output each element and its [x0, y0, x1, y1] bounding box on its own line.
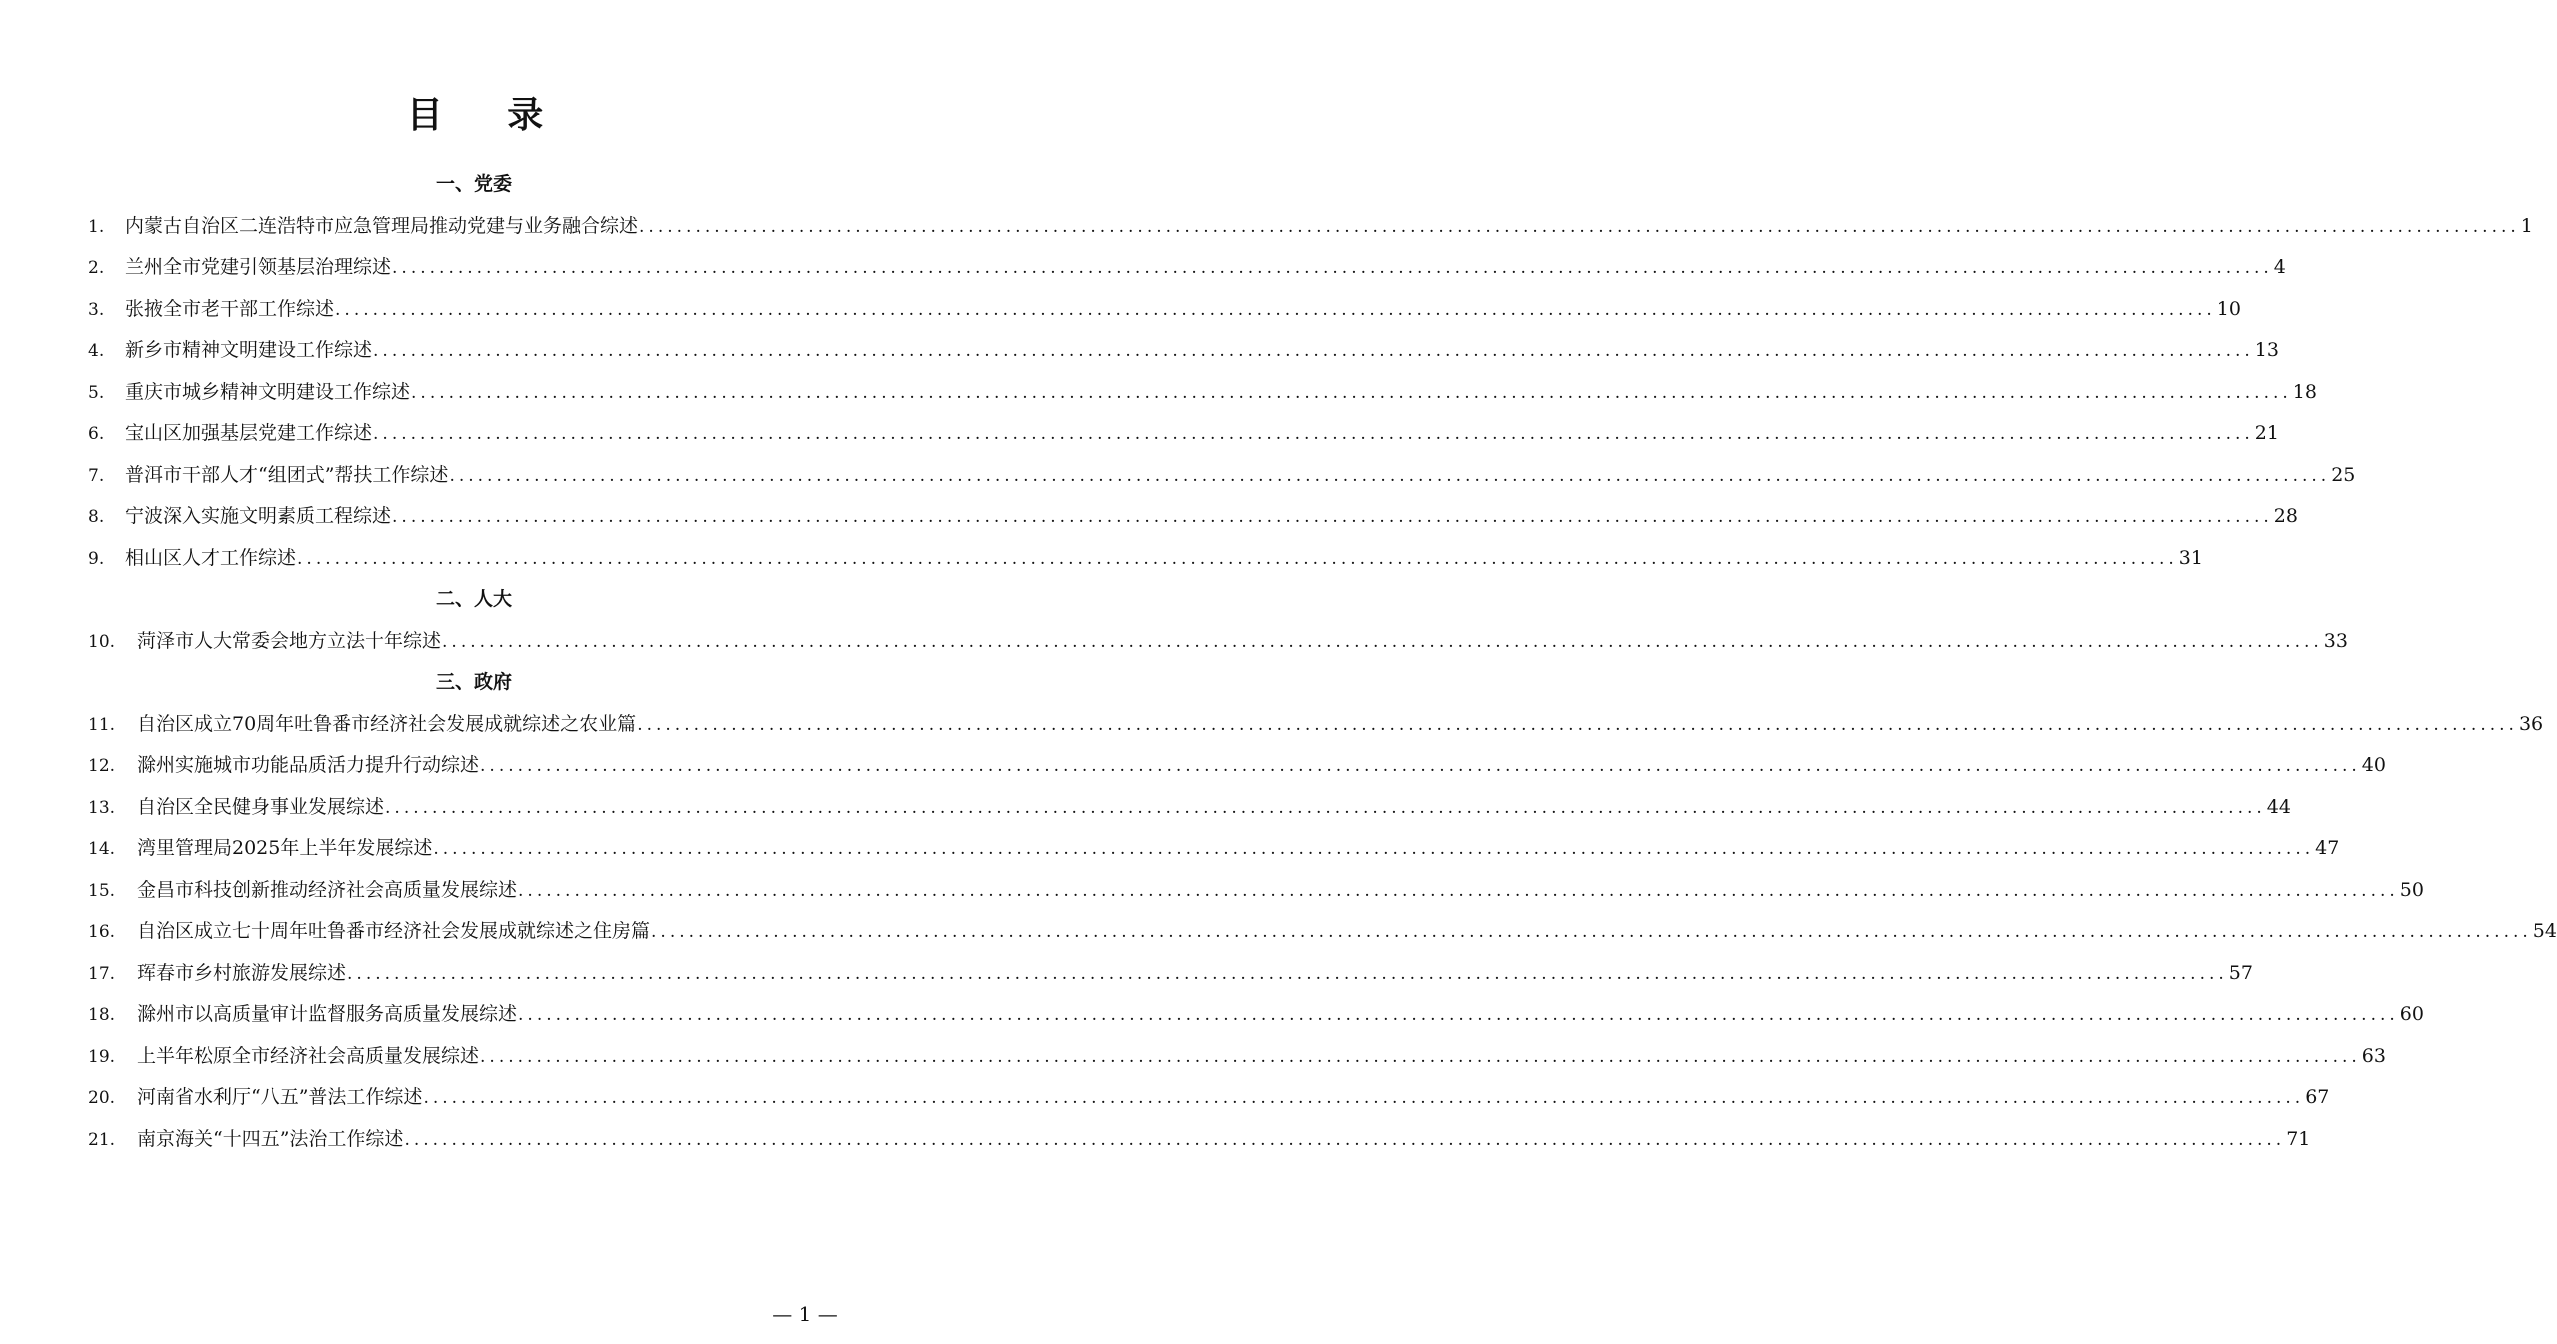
toc-entry[interactable] — [88, 289, 2241, 331]
toc-entry-number: 15. — [88, 880, 116, 901]
toc-dot-leader: ........................................................................................................................................................................................................ — [518, 1005, 2399, 1025]
toc-entry[interactable] — [88, 455, 2356, 497]
toc-entry-title: 内蒙古自治区二连浩特市应急管理局推动党建与业务融合综述 — [125, 214, 639, 237]
toc-entry-page: 36 — [2518, 712, 2544, 735]
toc-entry[interactable] — [88, 1077, 2330, 1119]
toc-entry-number: 13. — [88, 797, 116, 818]
toc-entry-title: 普洱市干部人才“组团式”帮扶工作综述 — [125, 463, 449, 486]
toc-entry-page: 54 — [2532, 920, 2557, 942]
toc-entry-page: 33 — [2323, 629, 2348, 652]
toc-dot-leader: ........................................................................................................................................................................................................ — [423, 1088, 2305, 1108]
toc-entry-page: 10 — [2216, 297, 2241, 320]
toc-entry-title: 珲春市乡村旅游发展综述 — [137, 961, 347, 984]
toc-entry-title: 南京海关“十四五”法治工作综述 — [137, 1127, 404, 1150]
toc-dot-leader: ........................................................................................................................................................................................................ — [480, 1046, 2361, 1067]
toc-entry-page: 31 — [2178, 546, 2203, 569]
toc-entry-number: 12. — [88, 756, 116, 776]
toc-entry-page: 60 — [2399, 1003, 2424, 1025]
toc-entry-title: 张掖全市老干部工作综述 — [125, 297, 335, 320]
toc-entry-title: 自治区全民健身事业发展综述 — [137, 795, 385, 818]
toc-entry-number: 16. — [88, 922, 116, 942]
toc-entry[interactable] — [88, 538, 2203, 580]
toc-dot-leader: ........................................................................................................................................................................................................ — [335, 299, 2216, 320]
toc-dot-leader: ........................................................................................................................................................................................................ — [518, 880, 2399, 901]
toc-dot-leader: ........................................................................................................................................................................................................ — [480, 756, 2361, 776]
toc-entry[interactable] — [88, 953, 2253, 995]
toc-entry-number: 2. — [88, 258, 105, 278]
toc-entry-title: 新乡市精神文明建设工作综述 — [125, 339, 373, 361]
toc-entry[interactable] — [88, 621, 2348, 663]
toc-dot-leader: ........................................................................................................................................................................................................ — [373, 424, 2254, 444]
toc-entry-number: 11. — [88, 714, 116, 735]
toc-entry-page: 1 — [2520, 214, 2533, 237]
toc-entry-title: 宁波深入实施文明素质工程综述 — [125, 505, 392, 527]
toc-entry-page: 21 — [2254, 422, 2279, 444]
toc-entry[interactable] — [88, 206, 2533, 248]
toc-entry-page: 40 — [2361, 754, 2386, 776]
toc-entry[interactable] — [88, 496, 2298, 538]
section-heading: 三、政府 — [435, 671, 512, 693]
toc-entry-number: 18. — [88, 1005, 116, 1025]
toc-dot-leader: ........................................................................................................................................................................................................ — [373, 341, 2254, 361]
toc-entry-title: 上半年松原全市经济社会高质量发展综述 — [137, 1044, 480, 1067]
toc-entry-number: 3. — [88, 299, 105, 320]
toc-dot-leader: ........................................................................................................................................................................................................ — [637, 714, 2518, 735]
toc-entry-title: 河南省水利厅“八五”普法工作综述 — [137, 1086, 423, 1108]
table-of-contents — [88, 164, 2557, 1160]
toc-entry-number: 6. — [88, 424, 105, 444]
page-number-footer: — 1 — — [772, 1302, 838, 1326]
toc-entry-number: 1. — [88, 216, 105, 237]
toc-dot-leader: ........................................................................................................................................................................................................ — [392, 507, 2273, 527]
section-heading: 一、党委 — [435, 173, 512, 195]
toc-entry-title: 湾里管理局2025年上半年发展综述 — [137, 837, 433, 859]
toc-entry-title: 宝山区加强基层党建工作综述 — [125, 422, 373, 444]
toc-entry-page: 50 — [2399, 878, 2424, 901]
toc-entry-page: 71 — [2286, 1127, 2311, 1150]
toc-dot-leader: ........................................................................................................................................................................................................ — [297, 548, 2178, 569]
toc-dot-leader: ........................................................................................................................................................................................................ — [433, 839, 2315, 859]
toc-entry[interactable] — [88, 372, 2317, 414]
page-title: 目 录 — [406, 95, 570, 136]
toc-entry-page: 47 — [2315, 837, 2340, 859]
toc-entry-number: 19. — [88, 1046, 116, 1067]
toc-entry-title: 自治区成立七十周年吐鲁番市经济社会发展成就综述之住房篇 — [137, 920, 651, 942]
toc-entry-title: 菏泽市人大常委会地方立法十年综述 — [137, 629, 442, 652]
toc-entry-page: 25 — [2331, 463, 2356, 486]
toc-entry-title: 兰州全市党建引领基层治理综述 — [125, 256, 392, 278]
toc-entry-number: 10. — [88, 631, 116, 652]
toc-entry[interactable] — [88, 1036, 2386, 1078]
toc-entry-number: 7. — [88, 465, 105, 486]
section-heading: 二、人大 — [435, 588, 512, 610]
toc-entry-number: 8. — [88, 507, 105, 527]
toc-dot-leader: ........................................................................................................................................................................................................ — [651, 922, 2532, 942]
toc-entry-page: 4 — [2273, 256, 2286, 278]
toc-entry-number: 20. — [88, 1088, 116, 1108]
toc-dot-leader: ........................................................................................................................................................................................................ — [385, 797, 2266, 818]
toc-dot-leader: ........................................................................................................................................................................................................ — [639, 216, 2520, 237]
toc-entry-number: 9. — [88, 548, 105, 569]
toc-dot-leader: ........................................................................................................................................................................................................ — [347, 963, 2228, 984]
toc-entry-title: 重庆市城乡精神文明建设工作综述 — [125, 380, 411, 403]
toc-entry-page: 57 — [2228, 961, 2253, 984]
toc-entry[interactable] — [88, 870, 2424, 912]
toc-entry-page: 18 — [2292, 380, 2317, 403]
toc-entry-number: 17. — [88, 963, 116, 984]
toc-entry-title: 滁州实施城市功能品质活力提升行动综述 — [137, 754, 480, 776]
toc-entry-title: 相山区人才工作综述 — [125, 546, 297, 569]
toc-entry-page: 67 — [2305, 1086, 2330, 1108]
toc-entry-page: 28 — [2273, 505, 2298, 527]
toc-entry[interactable] — [88, 787, 2291, 829]
toc-entry-title: 滁州市以高质量审计监督服务高质量发展综述 — [137, 1003, 518, 1025]
toc-entry[interactable] — [88, 1119, 2311, 1161]
toc-entry-page: 13 — [2254, 339, 2279, 361]
toc-entry[interactable] — [88, 828, 2340, 870]
toc-entry[interactable] — [88, 704, 2544, 746]
toc-entry-number: 4. — [88, 341, 105, 361]
toc-dot-leader: ........................................................................................................................................................................................................ — [442, 631, 2323, 652]
toc-entry[interactable] — [88, 247, 2286, 289]
toc-entry[interactable] — [88, 745, 2386, 787]
toc-dot-leader: ........................................................................................................................................................................................................ — [411, 382, 2292, 403]
toc-dot-leader: ........................................................................................................................................................................................................ — [392, 258, 2273, 278]
toc-dot-leader: ........................................................................................................................................................................................................ — [404, 1129, 2286, 1150]
toc-entry-number: 14. — [88, 839, 116, 859]
toc-entry-title: 自治区成立70周年吐鲁番市经济社会发展成就综述之农业篇 — [137, 712, 637, 735]
toc-entry-page: 44 — [2266, 795, 2291, 818]
toc-entry-page: 63 — [2361, 1044, 2386, 1067]
toc-entry[interactable] — [88, 911, 2557, 953]
toc-entry[interactable] — [88, 994, 2424, 1036]
toc-entry[interactable] — [88, 330, 2279, 372]
toc-entry[interactable] — [88, 413, 2279, 455]
toc-entry-number: 5. — [88, 382, 105, 403]
toc-entry-title: 金昌市科技创新推动经济社会高质量发展综述 — [137, 878, 518, 901]
toc-dot-leader: ........................................................................................................................................................................................................ — [449, 465, 2331, 486]
toc-entry-number: 21. — [88, 1129, 116, 1150]
